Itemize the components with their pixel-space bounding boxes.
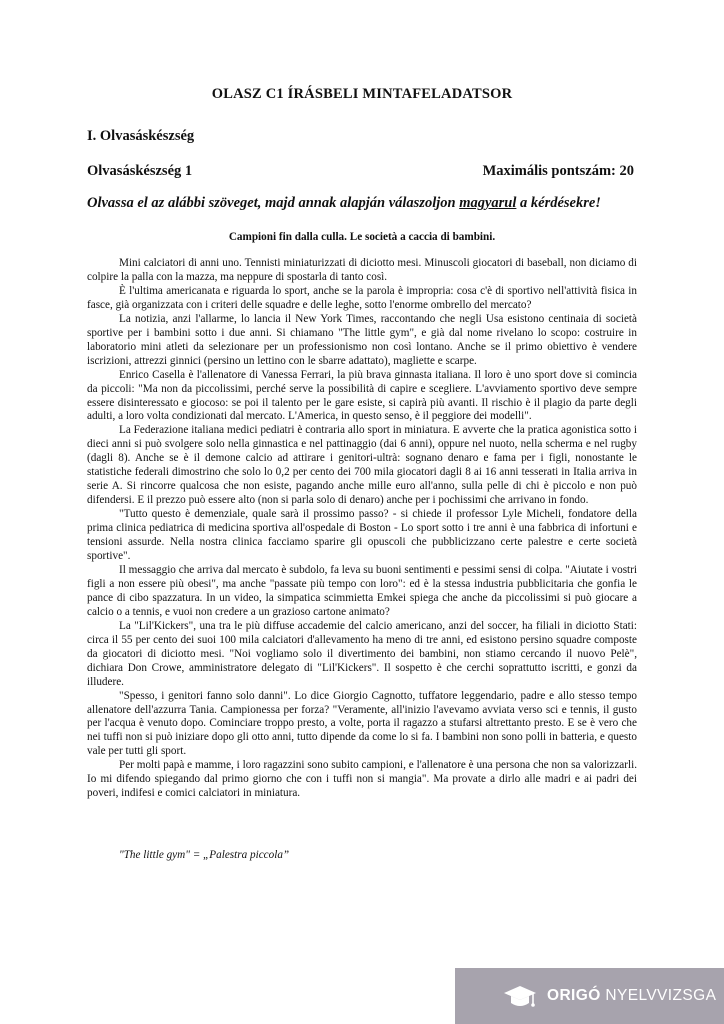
paragraph: Mini calciatori di anni uno. Tennisti miniaturizzati di diciotto mesi. Minuscoli giocatori di baseball, non diciamo di colpire la palla con la mazza, ma neppure di spostarla di tanto così. (87, 257, 637, 283)
instruction-before: Olvassa el az alábbi szöveget, majd annak alapján válaszoljon (87, 195, 460, 211)
subsection-title: Olvasáskészség 1 (87, 163, 193, 179)
brand-name (547, 987, 716, 1005)
paragraph: È l'ultima americanata e riguarda lo sport, anche se la parola è impropria: cosa c'è di sportivo nell'attività fisica in fasce, già organizzata con i criteri delle squadre e delle leghe, sotto l'enorme ombrello del mercato? (87, 284, 637, 311)
article-title: Campioni fin dalla culla. Le società a caccia di bambini. (228, 231, 496, 243)
page-title: OLASZ C1 ÍRÁSBELI MINTAFELADATSOR (211, 86, 513, 102)
max-points: Maximális pontszám: 20 (482, 163, 634, 179)
section-title: I. Olvasáskészség (87, 128, 195, 144)
brand-name-light: NYELVVIZSGA (600, 987, 717, 1004)
paragraph: La notizia, anzi l'allarme, lo lancia il New York Times, raccontando che negli Usa esistono centinaia di società sportive per i bambini sotto i due anni. Si chiamano "The little gym", e già dal nome rivelano lo scopo: costruire in laboratorio mini atleti da selezionare per un professionismo non così lontano. Anche se il primo obiettivo è vendere iscrizioni, attrezzi ginnici (persino un lettino con le sbarre adattato), magliette e scarpe. (87, 312, 637, 367)
brand-name-bold: ORIGÓ (547, 987, 601, 1004)
paragraph: "Tutto questo è demenziale, quale sarà il prossimo passo? - si chiede il professor Lyle Micheli, fondatore della prima clinica pediatrica di medicina sportiva all'ospedale di Boston - Lo sport sotto i tre anni è una fabbrica di infortuni e tensioni assurde. Nella nostra clinica facciamo sparire gli opuscoli che pubblicizzano certe palestre e certe società sportive". (87, 508, 637, 563)
instruction-after: a kérdésekre! (516, 195, 601, 211)
instruction (87, 195, 647, 212)
instruction-underlined: magyarul (459, 195, 517, 211)
paragraph: La "Lil'Kickers", una tra le più diffuse accademie del calcio americano, anzi del soccer, ha filiali in diciotto Stati: circa il 55 per cento dei suoi 100 mila calciatori d'allevamento ha meno di tre anni, ed esistono persino squadre composte da giocatori di diciotto mesi. "Noi vogliamo solo il divertimento dei bambini, non stiamo cercando il nuovo Pelè", dichiara Don Crowe, amministratore delegato di "Lil'Kickers". Il sospetto è che cerchi soprattutto iscritti, e gonzi da illudere. (87, 619, 637, 688)
graduation-cap-icon (503, 979, 537, 1013)
article-body (87, 257, 637, 801)
paragraph: Il messaggio che arriva dal mercato è subdolo, fa leva su buoni sentimenti e pessimi sensi di colpa. "Aiutate i vostri figli a non essere più obesi", ma anche "passate più tempo con loro": ed è la stessa industria pubblicitaria che gonfia le pance di cibo spazzatura. In un video, la simpatica scimmietta Emkei spiega che anche da piccolissimi si può giocare a calcio o a tennis, e vuoi non credere a un grazioso cartone animato? (87, 563, 637, 618)
paragraph: La Federazione italiana medici pediatri è contraria allo sport in miniatura. E avverte che la pratica agonistica sotto i dieci anni si può svolgere solo nella ginnastica e nel pattinaggio (dai 6 anni), oppure nel nuoto, nella scherma e nel rugby (dagli 8). Anche se è il demone calcio ad attirare i genitori-ultrà: sognano denaro e fama per i figli, nonostante le statistiche federali dimostrino che solo lo 0,2 per cento dei 700 mila giocatori dagli 8 ai 16 anni tesserati in Italia arriva in serie A. Si rincorre qualcosa che non esiste, pagando anche mille euro all'anno, sulla pelle di chi è piccolo e non può difendersi. E il prezzo può essere alto (non si parla solo di denaro) anche per i pochissimi che arrivano in fondo. (87, 424, 637, 507)
footnote: "The little gym" = „Palestra piccola” (119, 849, 290, 861)
paragraph: Enrico Casella è l'allenatore di Vanessa Ferrari, la più brava ginnasta italiana. Il loro è uno sport dove si comincia da piccoli: "Ma non da piccolissimi, perché serve la possibilità di capire e scegliere. L'avviamento sportivo deve sempre essere disinteressato e giocoso: se poi il talento per le gare esiste, si capirà più avanti. Il rischio è il plagio da parte degli adulti, a loro volta condizionati dal mercato. L'America, in questo senso, è il peggiore dei modelli". (87, 368, 637, 423)
paragraph: Per molti papà e mamme, i loro ragazzini sono subito campioni, e l'allenatore è una persona che non sa valorizzarli. Io mi difendo spiegando dal primo giorno che con i tuffi non si mangia". Ma provate a dirlo alle madri e ai padri dei poveri, indifesi e comici calciatori in miniatura. (87, 759, 637, 800)
paragraph: "Spesso, i genitori fanno solo danni". Lo dice Giorgio Cagnotto, tuffatore leggendario, padre e allo stesso tempo allenatore dell'azzurra Tania. Campionessa per forza? "Veramente, all'inizio l'avevamo avviata verso sci e tennis, il gusto per l'acqua è venuto dopo. Cominciare troppo presto, a volte, porta il ragazzo a stufarsi altrettanto presto. E se è vero che nei tuffi non si può iniziare dopo gli otto anni, tutto dipende da come lo si fa. I bambini non sono polli in batteria, e questo vale per tutti gli sport. (87, 689, 637, 758)
brand-logo (455, 968, 724, 1024)
subsection-row (87, 163, 634, 180)
